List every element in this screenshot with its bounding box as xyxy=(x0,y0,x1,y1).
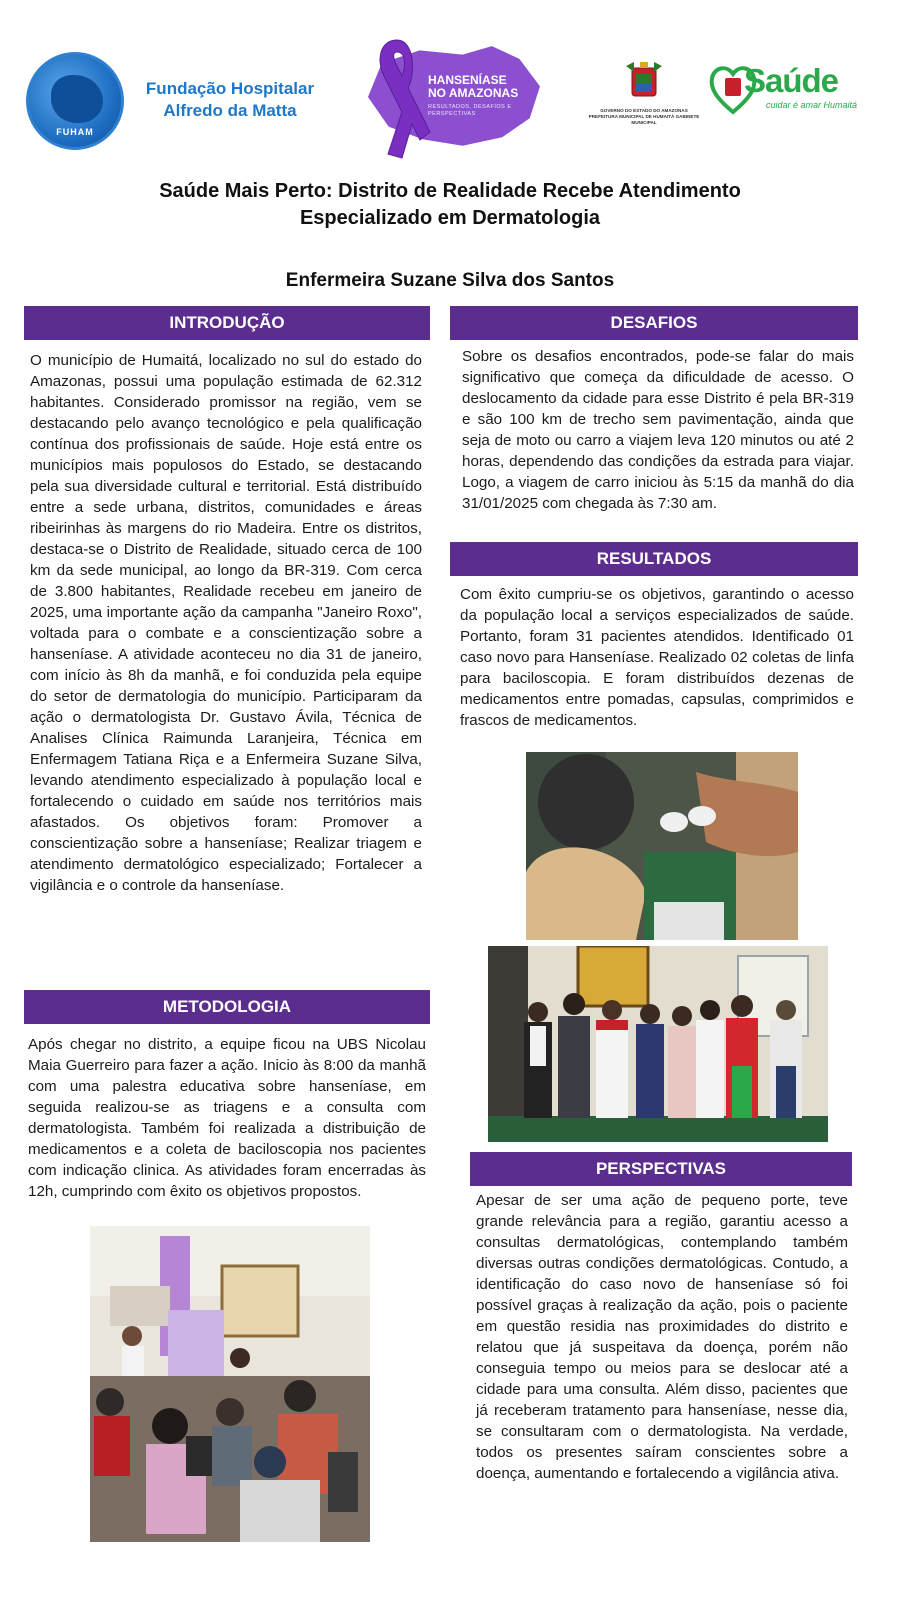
perspectivas-text: Apesar de ser uma ação de pequeno porte, teve grande relevância para a região, garantiu acesso a consultas dermatológicas, contemplando também diversas outras condições dermatológicas. Contudo, a identificação do caso novo de hanseníase só foi possível graças à realização da ação, pois o paciente em questão residia nas proximidades do distrito e relatou que já suspeitava da doença, porém não conseguia tempo ou meios para se deslocar até a cidade para uma consulta. Além disso, pacientes que já receberam tratamento para hanseníase, nesse dia, se consultaram com o dermatologista. Na verdade, todos os presentes saíram conscientes sobre a doença, aumentando e fortalecendo a vigilância ativa. xyxy=(476,1192,848,1482)
collection-photo xyxy=(526,752,798,940)
campaign-title xyxy=(428,74,538,100)
team-photo xyxy=(488,946,828,1142)
metodologia-text: Após chegar no distrito, a equipe ficou na UBS Nicolau Maia Guerreiro para fazer a ação. Inicio às 8:00 da manhã com uma palestra educativa sobre hanseníase, em seguida realizou-se as triagens e a consulta com dermatologista. Também foi realizada a distribuição de medicamentos e a coleta de baciloscopia nos pacientes com indicação clinica. As atividades foram encerradas às 12h, cumprindo com êxito os objetivos propostos. xyxy=(28,1036,426,1200)
desafios-text: Sobre os desafios encontrados, pode-se falar do mais significativo que começa da dificuldade de acesso. O deslocamento da cidade para esse Distrito é pela BR-319 e são 100 km de trecho sem pavimentação, ainda que seja de moto ou carro a viajem leva 120 minutos ou até 2 horas, dependendo das condições da estrada para viajar. Logo, a viagem de carro iniciou às 5:15 da manhã do dia 31/01/2025 com chegada às 7:30 am. xyxy=(462,348,854,512)
campaign-subtitle: RESULTADOS, DESAFIOS E PERSPECTIVAS xyxy=(428,104,512,117)
perspectivas-heading: PERSPECTIVAS xyxy=(470,1152,852,1186)
resultados-heading: RESULTADOS xyxy=(450,542,858,576)
fham-seal-icon xyxy=(26,52,124,150)
prefeitura-text: GOVERNO DO ESTADO DO AMAZONAS PREFEITURA MUNICIPAL DE HUMAITÁ GABINETE MUNICIPAL xyxy=(588,108,700,125)
team-group-scene-icon xyxy=(488,946,828,1142)
lymph-collection-scene-icon xyxy=(526,752,798,940)
fham-name-line2: Alfredo da Matta xyxy=(163,101,297,120)
fham-name xyxy=(130,78,330,122)
fham-name-line1: Fundação Hospitalar xyxy=(145,79,315,98)
page-title xyxy=(100,178,800,232)
author-name: Enfermeira Suzane Silva dos Santos xyxy=(285,270,615,291)
introducao-text: O município de Humaitá, localizado no sul do estado do Amazonas, possui uma população estimada de 62.312 habitantes. Considerado promissor na região, vem se destacando pelo avanço tecnológico e pela qualificação contínua dos profissionais de saúde. Hoje está entre os municípios mais populosos do Estado, se destacando pela sua diversidade cultural e territorial. Está distribuído entre a sede urbana, distritos, comunidades e áreas ribeirinhas às margens do rio Madeira. Entre os distritos, destaca-se o Distrito de Realidade, situado cerca de 100 km da sede municipal, ao longo da BR-319. Com cerca de 3.800 habitantes, Realidade recebeu em janeiro de 2025, uma importante ação da campanha "Janeiro Roxo", voltada para o combate e a conscientização sobre a hanseníase. A atividade aconteceu no dia 31 de janeiro, com início às 8h da manhã, e foi conduzida pela equipe do setor de dermatologia do município. Participaram da ação o dermatologista Dr. Gustavo Ávila, Técnica de Analises Clínica Raimunda Laranjeira, Técnica em Enfermagem Tatiana Riça e a Enfermeira Suzane Silva, levando atendimento especializado à população local e fortalecendo o cuidado em saúde nos territórios mais afastados. Os objetivos foram: Promover a conscientização sobre a hanseníase; Realizar triagem e atendimento dermatológico especializado; Fortalecer a vigilância e o controle da hanseníase. xyxy=(30,352,422,894)
metodologia-heading: METODOLOGIA xyxy=(24,990,430,1024)
lecture-scene-icon xyxy=(90,1226,370,1542)
desafios-heading: DESAFIOS xyxy=(450,306,858,340)
fham-logo xyxy=(26,52,326,152)
saude-slogan: cuidar é amar Humaitá xyxy=(766,100,858,110)
campaign-title-line1: HANSENÍASE xyxy=(428,73,507,87)
campaign-title-line2: NO AMAZONAS xyxy=(428,86,519,100)
lecture-photo xyxy=(90,1226,370,1542)
page-title-line2: Especializado em Dermatologia xyxy=(299,207,601,229)
page-title-line1: Saúde Mais Perto: Distrito de Realidade Recebe Atendimento xyxy=(159,180,741,202)
purple-ribbon-icon xyxy=(362,32,432,162)
campaign-logo xyxy=(362,32,542,162)
saude-logo xyxy=(708,56,858,126)
saude-word: Saúde xyxy=(744,62,839,99)
prefeitura-logo xyxy=(588,58,700,148)
fham-seal-text: FUHAM xyxy=(56,127,94,137)
introducao-heading: INTRODUÇÃO xyxy=(24,306,430,340)
resultados-text: Com êxito cumpriu-se os objetivos, garantindo o acesso da população local a serviços especializados de saúde. Portanto, foram 31 pacientes atendidos. Identificado 01 caso novo para Hanseníase. Realizado 02 coletas de linfa para baciloscopia. E foram distribuídos dezenas de medicamentos entre pomadas, capsulas, comprimidos e frascos de medicamentos. xyxy=(460,586,854,729)
municipal-crest-icon xyxy=(620,58,668,106)
